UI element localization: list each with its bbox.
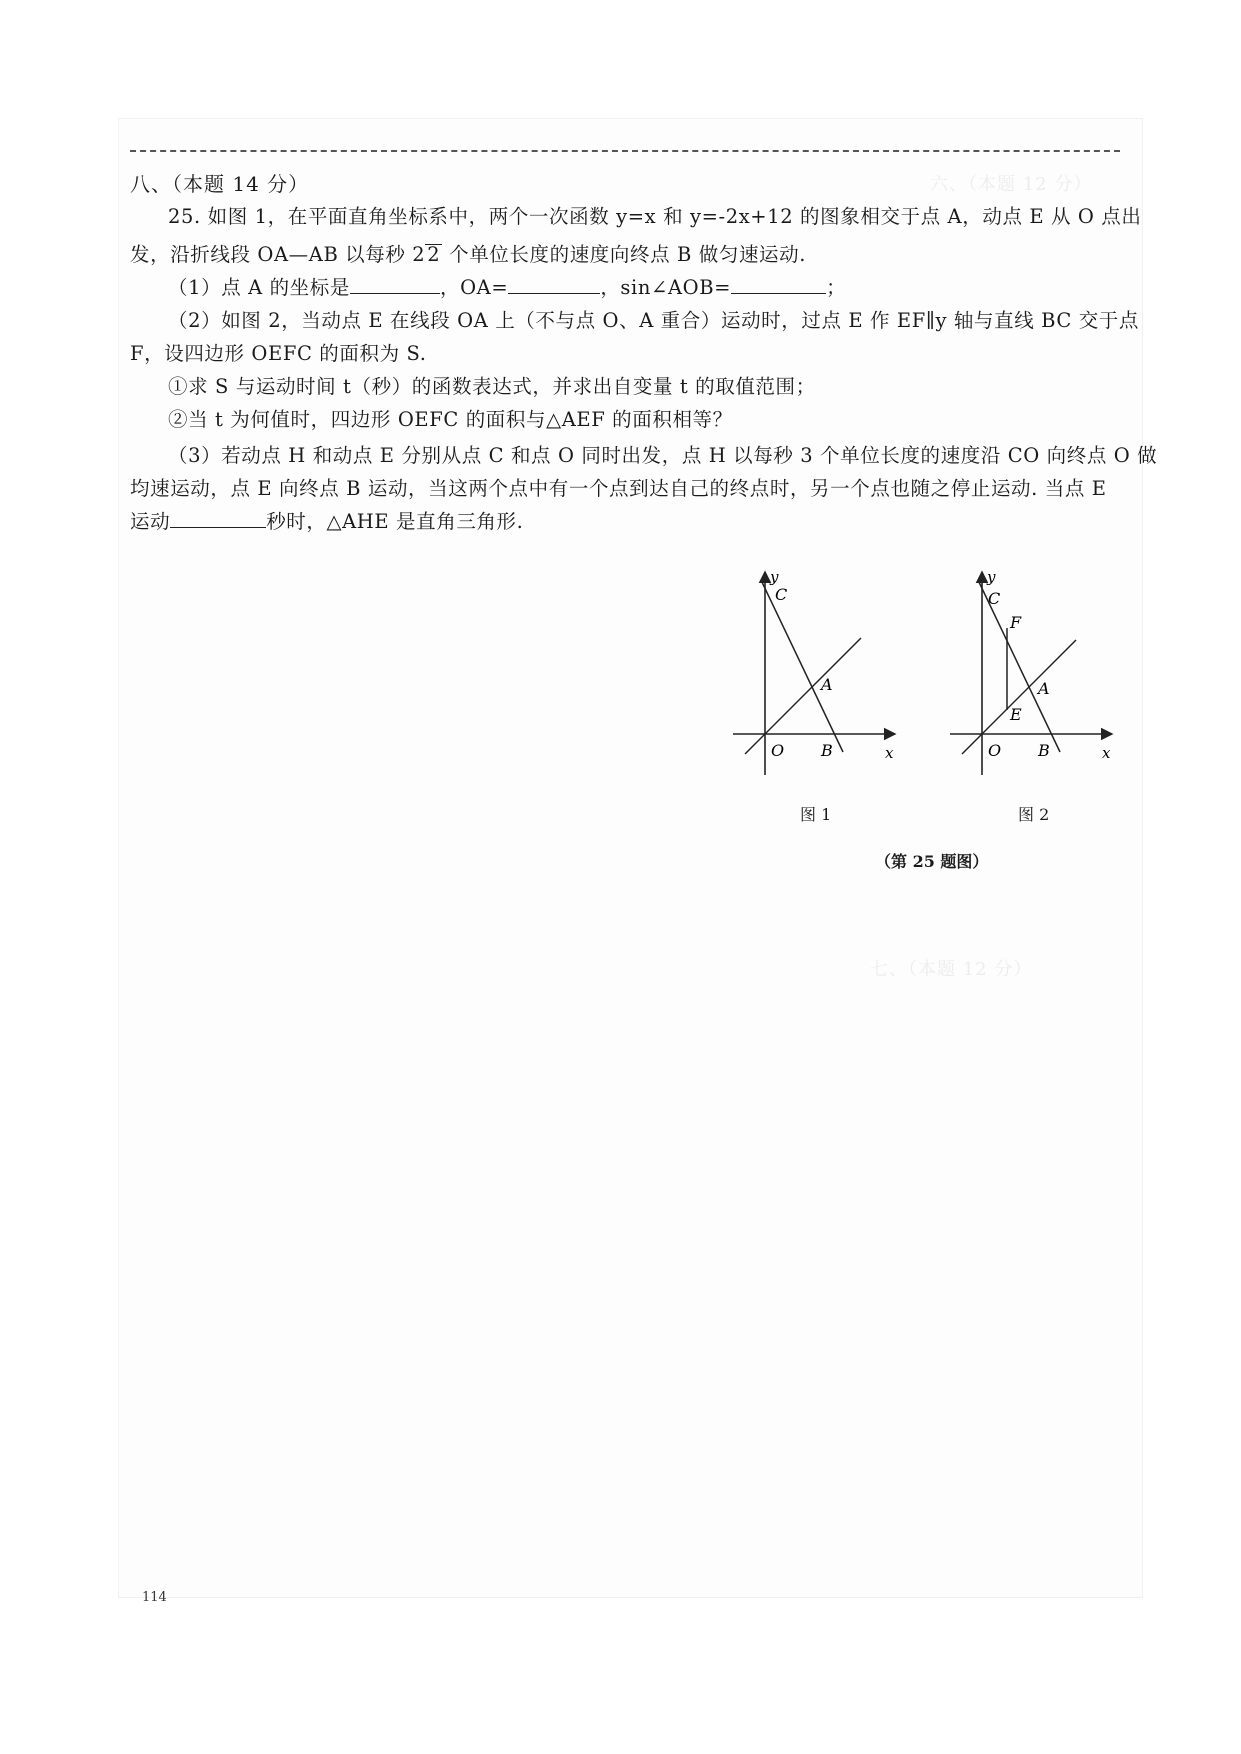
figure-2-diagram <box>950 570 1130 780</box>
question-1: （1）点 A 的坐标是 ，OA= ，sin∠AOB= ； <box>168 276 847 299</box>
bleed-through-text: 六、（本题 12 分） <box>930 174 1093 195</box>
label-A: A <box>1038 679 1050 698</box>
question-2-sub-2: ②当 t 为何值时，四边形 OEFC 的面积与△AEF 的面积相等？ <box>168 408 733 431</box>
answer-blank-A-coordinate[interactable] <box>350 292 440 294</box>
answer-blank-sin-AOB[interactable] <box>731 292 826 294</box>
answer-blank-OA[interactable] <box>508 292 600 294</box>
answer-blank-time[interactable] <box>170 526 266 528</box>
label-x: x <box>885 744 894 762</box>
label-x: x <box>1102 744 1111 762</box>
label-y: y <box>770 570 779 586</box>
line-y-equals-x <box>745 638 861 754</box>
question-3-line-2: 均速运动，点 E 向终点 B 运动，当这两个点中有一个点到达自己的终点时，另一个点也随之停止运动. 当点 E <box>130 477 1107 500</box>
label-A: A <box>821 675 833 694</box>
label-F: F <box>1010 613 1022 632</box>
question-2-line-1: （2）如图 2，当动点 E 在线段 OA 上（不与点 O、A 重合）运动时，过点 E 作 EF∥y 轴与直线 BC 交于点 <box>168 309 1140 332</box>
figure-group-caption: （第 25 题图） <box>875 852 989 871</box>
line-y-equals-x <box>962 640 1076 754</box>
label-B: B <box>821 741 833 760</box>
bleed-through-text: 七、（本题 12 分） <box>870 959 1033 980</box>
label-C: C <box>988 589 1001 608</box>
question-2-sub-1: ①求 S 与运动时间 t（秒）的函数表达式，并求出自变量 t 的取值范围； <box>168 375 816 398</box>
sqrt-symbol: 2 <box>427 243 441 266</box>
figure-2-caption: 图 2 <box>1018 805 1050 824</box>
problem-intro-line-1: 25. 如图 1，在平面直角坐标系中，两个一次函数 y=x 和 y=-2x+12 的图象相交于点 A，动点 E 从 O 点出 <box>168 205 1142 228</box>
top-dashed-divider <box>130 150 1120 152</box>
section-heading: 八、（本题 14 分） <box>130 172 310 196</box>
figure-1-caption: 图 1 <box>800 805 832 824</box>
label-B: B <box>1038 741 1050 760</box>
problem-intro-line-2: 发，沿折线段 OA—AB 以每秒 2 2 个单位长度的速度向终点 B 做匀速运动. <box>130 243 807 266</box>
page-number: 114 <box>142 1590 167 1605</box>
question-2-line-2: F，设四边形 OEFC 的面积为 S. <box>130 342 427 365</box>
label-y: y <box>987 570 996 586</box>
question-3-line-3: 运动 秒时，△AHE 是直角三角形. <box>130 510 524 533</box>
label-E: E <box>1010 705 1022 724</box>
label-C: C <box>775 585 788 604</box>
label-O: O <box>988 741 1002 760</box>
figure-1-diagram <box>733 570 913 780</box>
label-O: O <box>771 741 785 760</box>
question-3-line-1: （3）若动点 H 和动点 E 分别从点 C 和点 O 同时出发，点 H 以每秒 3 个单位长度的速度沿 CO 向终点 O 做 <box>168 444 1158 467</box>
